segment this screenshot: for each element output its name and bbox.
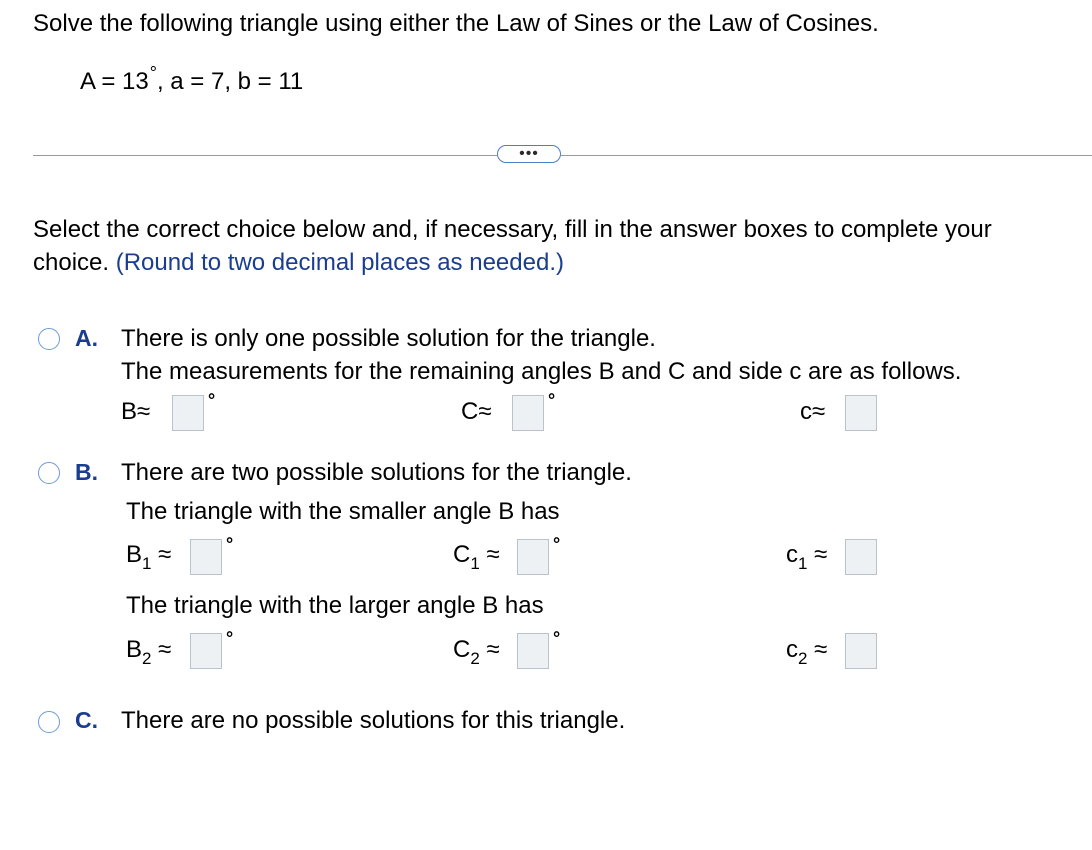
subscript-1: 1	[470, 554, 480, 573]
option-a-letter[interactable]: A.	[75, 325, 98, 351]
divider-right	[561, 155, 1092, 156]
rounding-hint: (Round to two decimal places as needed.)	[115, 249, 564, 276]
option-b-side-c2-label	[786, 636, 828, 668]
option-b-radio[interactable]	[38, 462, 60, 484]
option-a-side-c-input[interactable]	[845, 395, 877, 431]
subscript-1: 1	[142, 554, 152, 573]
option-a-radio[interactable]	[38, 328, 60, 350]
option-b-side-c1-input[interactable]	[845, 539, 877, 575]
angle-c-letter: C	[461, 398, 479, 425]
given-sides: , a = 7, b = 11	[156, 68, 304, 95]
option-b-angle-c2-input[interactable]	[517, 633, 549, 669]
divider-left	[33, 155, 497, 156]
option-a-angle-c-input[interactable]	[512, 395, 544, 431]
option-b-b2-label	[126, 636, 172, 668]
option-c-line1: There are no possible solutions for this triangle.	[121, 707, 626, 734]
given-angle-a: A = 13	[80, 68, 149, 95]
approx-symbol: ≈	[814, 636, 828, 663]
instructions-line2	[33, 246, 992, 279]
angle-c-letter: C	[453, 541, 471, 568]
option-a-side-c-label	[800, 398, 825, 426]
expand-more-button[interactable]: •••	[497, 145, 561, 163]
option-a-angle-b-degree: °	[208, 390, 216, 410]
option-b-angle-c1-degree: °	[553, 534, 561, 554]
option-b-letter[interactable]: B.	[75, 459, 98, 485]
option-a-line2: The measurements for the remaining angles B and C and side c are as follows.	[121, 358, 962, 385]
option-c-letter[interactable]: C.	[75, 707, 98, 733]
option-a-c-label	[461, 398, 492, 426]
option-b-c1-label	[453, 541, 500, 573]
option-b-angle-b2-input[interactable]	[190, 633, 222, 669]
subscript-1: 1	[798, 554, 808, 573]
approx-symbol: ≈	[158, 636, 172, 663]
option-b-angle-c2-degree: °	[553, 628, 561, 648]
approx-symbol: ≈	[137, 398, 151, 425]
given-degree-symbol: °	[149, 63, 157, 83]
option-b-angle-c1-input[interactable]	[517, 539, 549, 575]
side-c-letter: c	[800, 398, 812, 425]
option-b-larger-heading: The triangle with the larger angle B has	[126, 592, 544, 619]
option-a-angle-b-input[interactable]	[172, 395, 204, 431]
option-a-angle-c-degree: °	[548, 390, 556, 410]
option-b-side-c2-input[interactable]	[845, 633, 877, 669]
approx-symbol: ≈	[812, 398, 826, 425]
option-c-radio[interactable]	[38, 711, 60, 733]
option-b-angle-b1-degree: °	[226, 534, 234, 554]
option-a-line1: There is only one possible solution for the triangle.	[121, 325, 656, 352]
option-b-line1: There are two possible solutions for the triangle.	[121, 459, 632, 486]
given-values	[80, 63, 304, 96]
question-prompt: Solve the following triangle using either the Law of Sines or the Law of Cosines.	[33, 10, 879, 37]
option-b-angle-b2-degree: °	[226, 628, 234, 648]
subscript-2: 2	[798, 649, 808, 668]
angle-b-letter: B	[121, 398, 138, 425]
option-b-side-c1-label	[786, 541, 828, 573]
option-b-smaller-heading: The triangle with the smaller angle B has	[126, 498, 560, 525]
instructions-line1: Select the correct choice below and, if necessary, fill in the answer boxes to complete your	[33, 216, 992, 243]
subscript-2: 2	[142, 649, 152, 668]
subscript-2: 2	[470, 649, 480, 668]
angle-b-letter: B	[126, 636, 143, 663]
option-b-c2-label	[453, 636, 500, 668]
side-c-letter: c	[786, 636, 798, 663]
approx-symbol: ≈	[814, 541, 828, 568]
instructions	[33, 213, 992, 279]
approx-symbol: ≈	[158, 541, 172, 568]
angle-c-letter: C	[453, 636, 471, 663]
approx-symbol: ≈	[486, 541, 500, 568]
instructions-choice-text: choice.	[33, 249, 116, 276]
angle-b-letter: B	[126, 541, 143, 568]
approx-symbol: ≈	[486, 636, 500, 663]
side-c-letter: c	[786, 541, 798, 568]
approx-symbol: ≈	[478, 398, 492, 425]
option-b-angle-b1-input[interactable]	[190, 539, 222, 575]
option-a-b-label	[121, 398, 150, 426]
option-b-b1-label	[126, 541, 172, 573]
